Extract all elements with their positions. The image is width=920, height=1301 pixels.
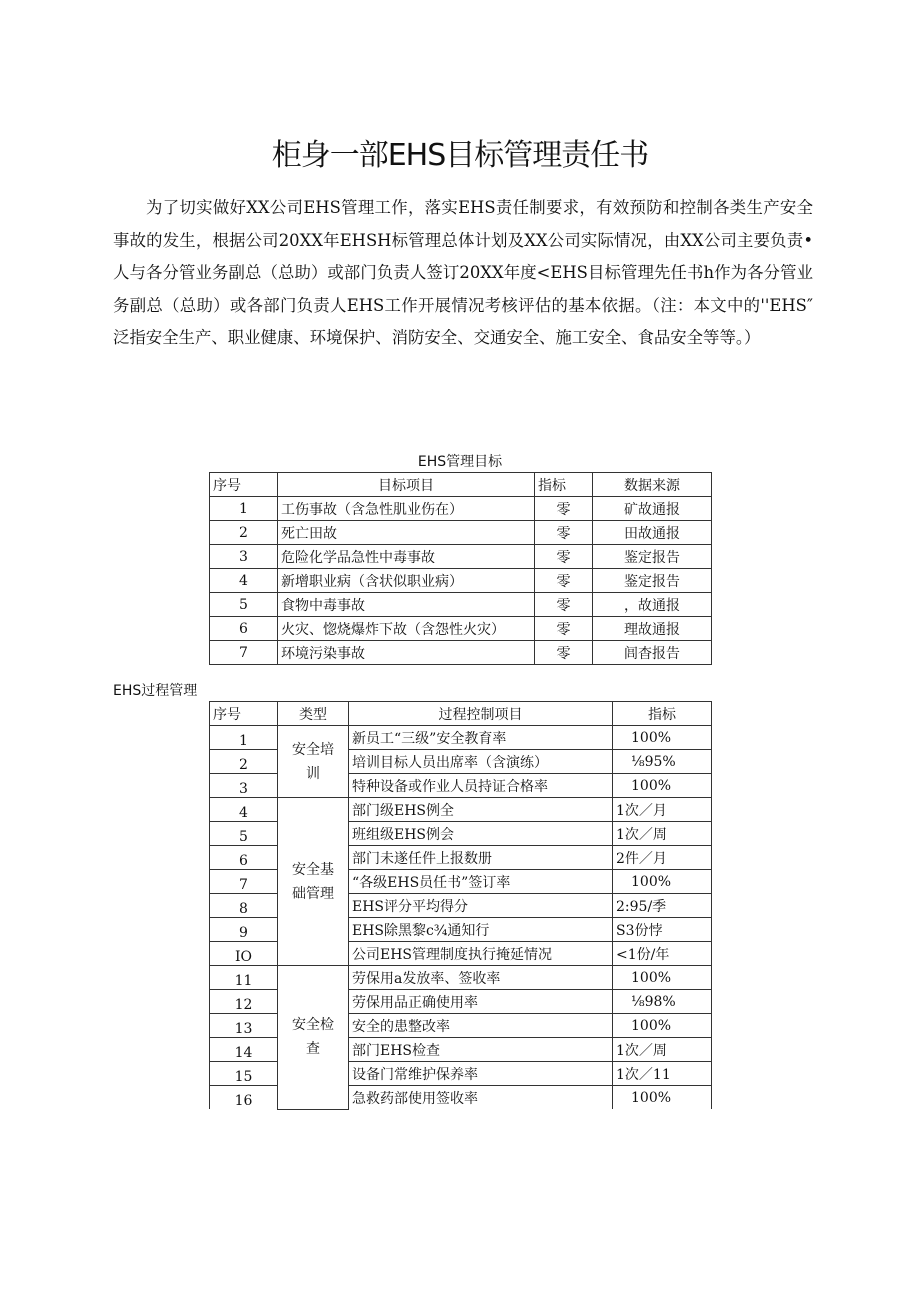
header-source: 数据来源 [593,473,712,497]
target-indicator: 零 [535,497,593,521]
target-indicator: 零 [535,569,593,593]
indicator-value: 100% [613,1014,712,1038]
data-source: 鉴定报告 [593,545,712,569]
control-item: 安全的患整改率 [349,1014,613,1038]
row-seq: 4 [210,798,278,822]
category-cell: 安全基础管理 [278,798,349,966]
indicator-value: 1次／周 [613,1038,712,1062]
row-seq: 11 [210,966,278,990]
indicator-value: 100% [613,1086,712,1110]
control-item: EHS除黑黎c¾通知行 [349,918,613,942]
row-seq: 14 [210,1038,278,1062]
indicator-value: 100% [613,774,712,798]
target-item: 死亡田故 [278,521,535,545]
target-item: 环境污染事故 [278,641,535,665]
target-indicator: 零 [535,593,593,617]
control-item: 特种设备或作业人员持证合格率 [349,774,613,798]
indicator-value: 100% [613,870,712,894]
data-source: 田故通报 [593,521,712,545]
row-seq: 12 [210,990,278,1014]
header-type: 类型 [278,702,349,726]
control-item: 班组级EHS例会 [349,822,613,846]
table-row [210,641,712,665]
header-control-item: 过程控制项目 [349,702,613,726]
target-indicator: 零 [535,521,593,545]
row-seq: 16 [210,1086,278,1110]
table-row [210,521,712,545]
row-seq: 5 [210,822,278,846]
control-item: 公司EHS管理制度执行掩延情况 [349,942,613,966]
row-seq: 9 [210,918,278,942]
indicator-value: 1次／11 [613,1062,712,1086]
control-item: 部门未遂任件上报数册 [349,846,613,870]
row-seq: 15 [210,1062,278,1086]
row-seq: 6 [210,617,278,641]
indicator-value: 2件／月 [613,846,712,870]
data-source: 理故通报 [593,617,712,641]
targets-table [209,472,712,665]
row-seq: 3 [210,774,278,798]
data-source: 矿故通报 [593,497,712,521]
table-row [210,966,712,990]
data-source: 鉴定报告 [593,569,712,593]
table-row [210,726,712,750]
table-row [210,545,712,569]
control-item: 新员工“三级”安全教育率 [349,726,613,750]
data-source: ，故通报 [593,593,712,617]
indicator-value: 2:95/季 [613,894,712,918]
row-seq: 3 [210,545,278,569]
table-row [210,617,712,641]
data-source: 闾杳报告 [593,641,712,665]
row-seq: 8 [210,894,278,918]
header-seq: 序号 [210,702,278,726]
indicator-value: S3份悖 [613,918,712,942]
row-seq: 7 [210,870,278,894]
indicator-value: 1次／月 [613,798,712,822]
control-item: 部门级EHS例全 [349,798,613,822]
indicator-value: 100% [613,966,712,990]
target-indicator: 零 [535,641,593,665]
intro-paragraph: 为了切实做好XX公司EHS管理工作，落实EHS责任制要求，有效预防和控制各类生产安全事故的发生，根据公司20XX年EHSH标管理总体计划及XX公司实际情况，由XX公司主要负责•人与各分管业务副总（总助）或部门负责人签订20XX年度<EHS目标管理先任书h作为各分管业务副总（总助）或各部门负责人EHS工作开展情况考核评估的基本依据。（注：本文中的''EHS″泛指安全生产、职业健康、环境保护、消防安全、交通安全、施工安全、食品安全等等。） [113,198,813,347]
target-item: 新增职业病（含状似职业病） [278,569,535,593]
indicator-value: ⅛95% [613,750,712,774]
target-item: 火灾、惚烧爆炸下故（含怨性火灾） [278,617,535,641]
row-seq: 6 [210,846,278,870]
process-table [209,701,712,1110]
control-item: 设备门常维护保养率 [349,1062,613,1086]
control-item: “各级EHS员任书”签订率 [349,870,613,894]
control-item: 培训目标人员出席率（含演练） [349,750,613,774]
indicator-value: 1次／周 [613,822,712,846]
target-item: 工伤事故（含急性肌业伤在） [278,497,535,521]
target-indicator: 零 [535,545,593,569]
row-seq: 4 [210,569,278,593]
target-item: 危险化学品急性中毒事故 [278,545,535,569]
indicator-value: <1份/年 [613,942,712,966]
control-item: 劳保用a发放率、签收率 [349,966,613,990]
indicator-value: ⅛98% [613,990,712,1014]
control-item: 部门EHS检查 [349,1038,613,1062]
table-row [210,593,712,617]
table-header-row [210,702,712,726]
header-seq: 序号 [210,473,278,497]
category-cell: 安全检查 [278,966,349,1110]
header-indicator: 指标 [535,473,593,497]
row-seq: 5 [210,593,278,617]
control-item: EHS评分平均得分 [349,894,613,918]
control-item: 劳保用品正确使用率 [349,990,613,1014]
indicator-value: 100% [613,726,712,750]
table-header-row [210,473,712,497]
table-row [210,569,712,593]
process-caption: EHS过程管理 [113,683,198,699]
category-cell: 安全培训 [278,726,349,798]
row-seq: 2 [210,750,278,774]
document-title: 柜身一部EHS目标管理责任书 [271,138,649,173]
row-seq: 2 [210,521,278,545]
targets-caption: EHS管理目标 [417,454,503,470]
table-row [210,798,712,822]
control-item: 急救药部使用签收率 [349,1086,613,1110]
target-item: 食物中毒事故 [278,593,535,617]
header-indicator: 指标 [613,702,712,726]
table-row [210,497,712,521]
header-item: 目标项目 [278,473,535,497]
row-seq: IO [210,942,278,966]
row-seq: 7 [210,641,278,665]
row-seq: 1 [210,497,278,521]
target-indicator: 零 [535,617,593,641]
row-seq: 1 [210,726,278,750]
row-seq: 13 [210,1014,278,1038]
